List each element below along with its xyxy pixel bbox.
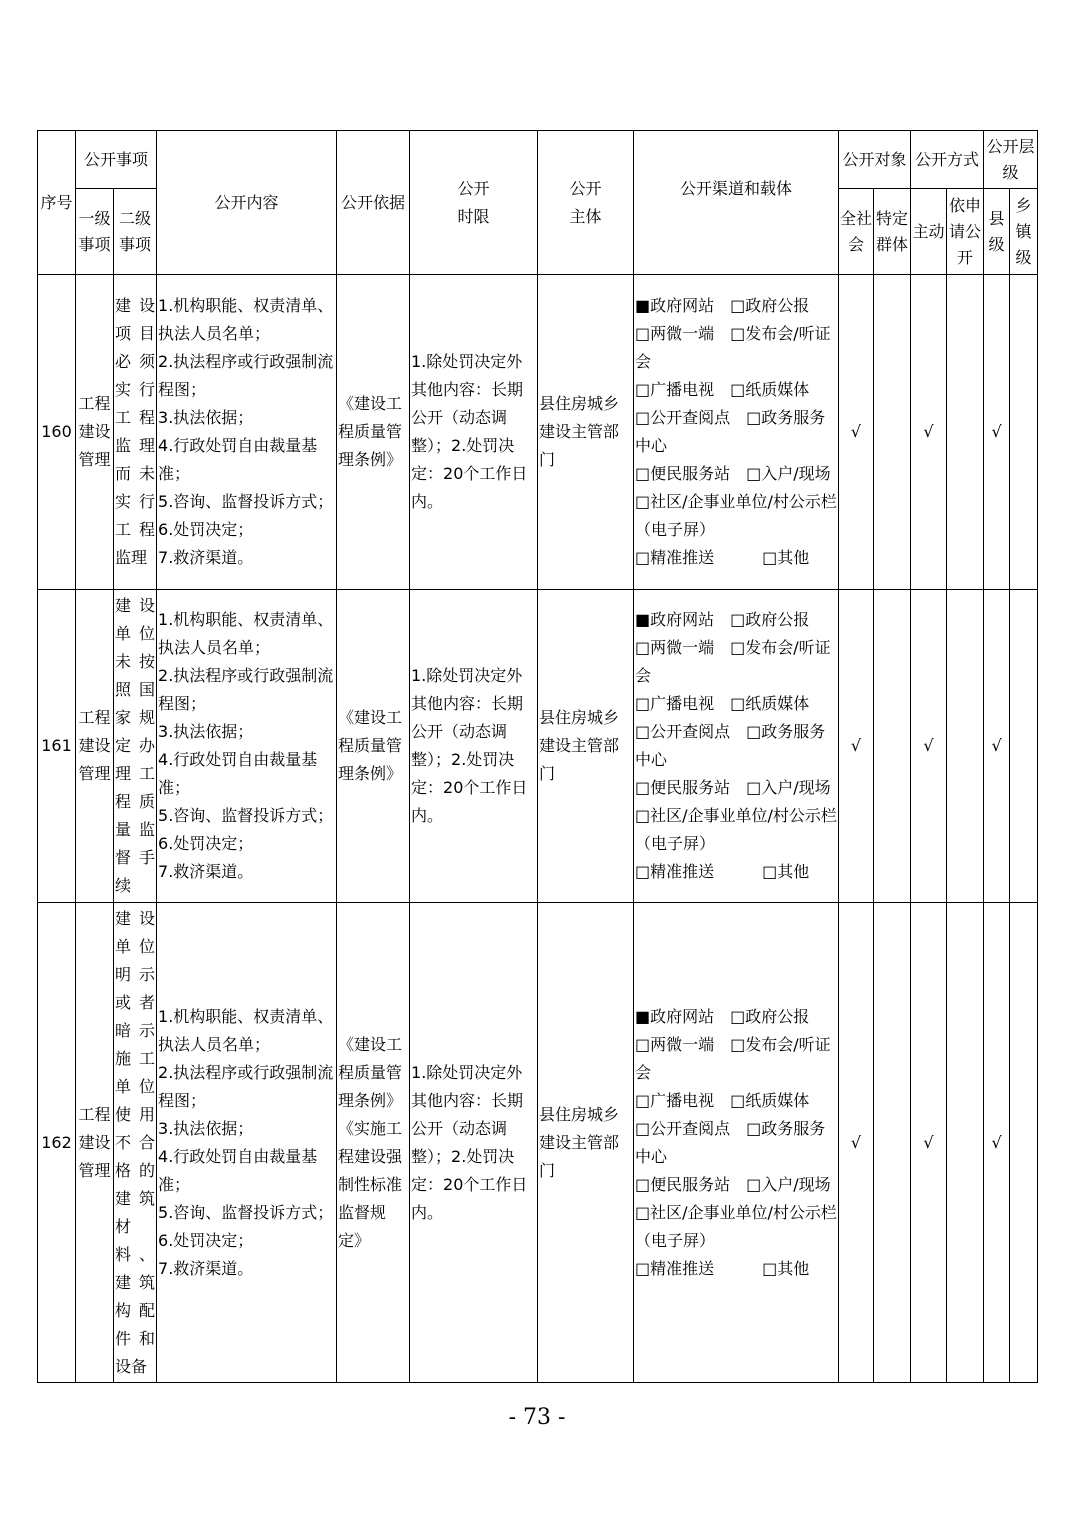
row-period: 1.除处罚决定外其他内容：长期公开（动态调整）；2.处罚决定：20个工作日内。	[410, 903, 538, 1383]
row-specific-mark	[874, 903, 911, 1383]
content-line: 7.救济渠道。	[158, 548, 254, 567]
content-line: 4.行政处罚自由裁量基准；	[158, 1146, 318, 1194]
header-level: 公开层级	[984, 131, 1038, 189]
channel-line: □两微一端 □发布会/听证会	[635, 324, 831, 371]
content-line: 7.救济渠道。	[158, 862, 254, 881]
row-county-mark: √	[984, 275, 1010, 590]
content-line: 2.执法程序或行政强制流程图；	[158, 666, 334, 713]
row-basis: 《建设工程质量管理条例》《实施工程建设强制性标准监督规定》	[337, 903, 410, 1383]
row-specific-mark	[874, 275, 911, 590]
row-subject: 县住房城乡建设主管部门	[538, 590, 634, 903]
header-level2: 二级事项	[114, 189, 157, 275]
row-level1: 工程建设管理	[76, 590, 114, 903]
row-active-mark: √	[911, 903, 947, 1383]
content-line: 6.处罚决定；	[158, 520, 254, 539]
channel-line: □两微一端 □发布会/听证会	[635, 1034, 831, 1082]
row-channels	[634, 275, 839, 590]
table-row	[38, 590, 1038, 903]
header-items: 公开事项	[76, 131, 157, 189]
header-township: 乡镇级	[1010, 189, 1038, 275]
row-basis: 《建设工程质量管理条例》	[337, 275, 410, 590]
row-seq: 162	[38, 903, 76, 1383]
row-county-mark: √	[984, 903, 1010, 1383]
channel-line: □精准推送 □其他	[635, 548, 810, 567]
row-subject: 县住房城乡建设主管部门	[538, 275, 634, 590]
row-level1: 工程建设管理	[76, 903, 114, 1383]
row-content	[157, 590, 337, 903]
row-township-mark	[1010, 903, 1038, 1383]
row-basis: 《建设工程质量管理条例》	[337, 590, 410, 903]
channel-line: □公开查阅点 □政务服务中心	[635, 1118, 826, 1166]
channel-line: ■政府网站 □政府公报	[635, 610, 810, 629]
content-line: 1.机构职能、权责清单、执法人员名单；	[158, 1006, 334, 1054]
row-level2: 建设项目必须实行工程监理而未实行工程监理	[114, 275, 157, 590]
row-active-mark: √	[911, 590, 947, 903]
row-all-society-mark: √	[839, 275, 874, 590]
content-line: 2.执法程序或行政强制流程图；	[158, 352, 334, 399]
content-line: 5.咨询、监督投诉方式；	[158, 492, 334, 511]
row-level2: 建设单位未按照国家规定办理工程质量监督手续	[114, 590, 157, 903]
header-content: 公开内容	[157, 131, 337, 275]
header-audience: 公开对象	[839, 131, 911, 189]
row-on-request-mark	[947, 590, 984, 903]
channel-line: □便民服务站 □入户/现场	[635, 464, 831, 483]
header-channels: 公开渠道和载体	[634, 131, 839, 275]
row-subject: 县住房城乡建设主管部门	[538, 903, 634, 1383]
row-active-mark: √	[911, 275, 947, 590]
row-township-mark	[1010, 590, 1038, 903]
table-row	[38, 275, 1038, 590]
header-all-society: 全社会	[839, 189, 874, 275]
content-line: 3.执法依据；	[158, 722, 254, 741]
header-basis: 公开依据	[337, 131, 410, 275]
content-line: 5.咨询、监督投诉方式；	[158, 806, 334, 825]
channel-line: □公开查阅点 □政务服务中心	[635, 722, 826, 769]
row-township-mark	[1010, 275, 1038, 590]
row-seq: 160	[38, 275, 76, 590]
row-specific-mark	[874, 590, 911, 903]
row-period: 1.除处罚决定外其他内容：长期公开（动态调整）；2.处罚决定：20个工作日内。	[410, 275, 538, 590]
channel-line: □便民服务站 □入户/现场	[635, 1174, 831, 1194]
row-all-society-mark: √	[839, 590, 874, 903]
row-all-society-mark: √	[839, 903, 874, 1383]
header-county: 县级	[984, 189, 1010, 275]
content-line: 4.行政处罚自由裁量基准；	[158, 750, 318, 797]
header-period: 公开 时限	[410, 131, 538, 275]
channel-line: □广播电视 □纸质媒体	[635, 380, 810, 399]
channel-line: ■政府网站 □政府公报	[635, 296, 810, 315]
content-line: 6.处罚决定；	[158, 1230, 254, 1250]
channel-line: □两微一端 □发布会/听证会	[635, 638, 831, 685]
channel-line: □公开查阅点 □政务服务中心	[635, 408, 826, 455]
channel-line: □便民服务站 □入户/现场	[635, 778, 831, 797]
row-level2: 建设单位明示或者暗示施工单位使用不合格的建筑材料、建筑构配件和设备	[114, 903, 157, 1383]
row-on-request-mark	[947, 903, 984, 1383]
content-line: 2.执法程序或行政强制流程图；	[158, 1062, 334, 1110]
header-subject: 公开 主体	[538, 131, 634, 275]
content-line: 4.行政处罚自由裁量基准；	[158, 436, 318, 483]
content-line: 3.执法依据；	[158, 408, 254, 427]
row-content	[157, 275, 337, 590]
row-on-request-mark	[947, 275, 984, 590]
header-specific: 特定群体	[874, 189, 911, 275]
channel-line: □社区/企事业单位/村公示栏（电子屏）	[635, 492, 837, 539]
channel-line: □广播电视 □纸质媒体	[635, 694, 810, 713]
content-line: 1.机构职能、权责清单、执法人员名单；	[158, 296, 334, 343]
header-row-1	[38, 131, 1038, 189]
content-line: 3.执法依据；	[158, 1118, 254, 1138]
channel-line: □广播电视 □纸质媒体	[635, 1090, 810, 1110]
header-method: 公开方式	[911, 131, 984, 189]
header-on-request: 依申请公开	[947, 189, 984, 275]
header-active: 主动	[911, 189, 947, 275]
channel-line: ■政府网站 □政府公报	[635, 1006, 810, 1026]
row-channels	[634, 590, 839, 903]
header-level1: 一级事项	[76, 189, 114, 275]
header-seq: 序号	[38, 131, 76, 275]
channel-line: □精准推送 □其他	[635, 862, 810, 881]
channel-line: □精准推送 □其他	[635, 1258, 810, 1278]
channel-line: □社区/企事业单位/村公示栏（电子屏）	[635, 806, 837, 853]
page-number: - 73 -	[508, 1405, 566, 1430]
row-content	[157, 903, 337, 1383]
row-seq: 161	[38, 590, 76, 903]
content-line: 7.救济渠道。	[158, 1258, 254, 1278]
row-channels	[634, 903, 839, 1383]
row-county-mark: √	[984, 590, 1010, 903]
content-line: 6.处罚决定；	[158, 834, 254, 853]
content-line: 1.机构职能、权责清单、执法人员名单；	[158, 610, 334, 657]
channel-line: □社区/企事业单位/村公示栏（电子屏）	[635, 1202, 837, 1250]
row-period: 1.除处罚决定外其他内容：长期公开（动态调整）；2.处罚决定：20个工作日内。	[410, 590, 538, 903]
row-level1: 工程建设管理	[76, 275, 114, 590]
content-line: 5.咨询、监督投诉方式；	[158, 1202, 334, 1222]
table-row	[38, 903, 1038, 1383]
disclosure-table	[37, 130, 1038, 1383]
